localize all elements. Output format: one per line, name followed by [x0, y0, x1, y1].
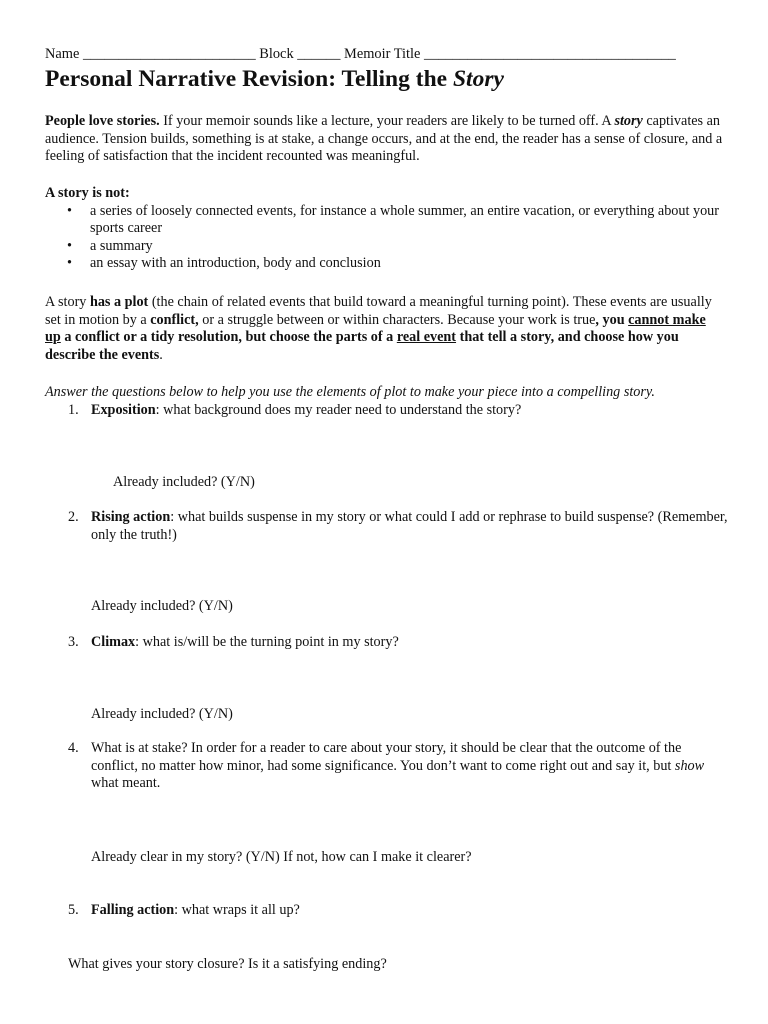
q2-followup: Already included? (Y/N) — [91, 598, 233, 614]
q4-followup: Already clear in my story? (Y/N) If not, how can I make it clearer? — [91, 849, 472, 865]
page-title: Personal Narrative Revision: Telling the Story — [45, 66, 504, 92]
worksheet-page: Name ________________________ Block ______ Memoir Title ___________________________________ Personal Narrative Revision: Telling the Story People love stories. If your memoir sounds like a lecture, your readers are likely to be turned off. A story captivates an audience. Tension builds, something is at stake, a change occurs, and at the end, the reader has a sense of closure, and a feeling of satisfaction that the incident recounted was meaningful. A story is not: • a series of loosely connected events, for instance a whole summer, an entire vacation, or everything about your sports career • a summary • an essay with an introduction, body and conclusion A story has a plot (the chain of related events that build toward a meaningful turning point). These events are usually set in motion by a conflict, or a struggle between or within characters. Because your work is true, you cannot make up a conflict or a tidy resolution, but choose the parts of a real event that tell a story, and choose how you describe the events. Answer the questions below to help you use the elements of plot to make your piece into a compelling story. 1. Exposition: what background does my reader need to understand the story? Already included? (Y/N) 2. Rising action: what builds suspense in my story or what could I add or rephrase to build suspense? (Remember, only the truth!) Already included? (Y/N) 3. Climax: what is/will be the turning point in my story? Already included? (Y/N) 4. What is at stake? In order for a reader to care about your story, it should be clear that the outcome of the conflict, no matter how minor, had some significance. You don’t want to come right out and say it, but show what meant. Already clear in my story? (Y/N) If not, how can I make it clearer? 5. Falling action: what wraps it all up? What gives your story closure? Is it a satisfying ending? — [0, 0, 768, 1024]
not-story-list — [45, 203, 723, 273]
list-item: • an essay with an introduction, body and conclusion — [45, 255, 723, 273]
q5-followup: What gives your story closure? Is it a satisfying ending? — [68, 956, 387, 972]
not-story-heading: A story is not: — [45, 185, 130, 201]
q3-followup: Already included? (Y/N) — [91, 706, 233, 722]
story-word: story — [614, 113, 643, 129]
header-line — [45, 46, 735, 64]
title-italic: Story — [452, 66, 504, 92]
list-item: • a series of loosely connected events, for instance a whole summer, an entire vacation, or everything about your sports career — [45, 203, 723, 238]
list-item: • a summary — [45, 238, 723, 256]
q1-followup: Already included? (Y/N) — [113, 474, 255, 490]
intro-paragraph: People love stories. If your memoir sounds like a lecture, your readers are likely to be turned off. A story captivates an audience. Tension builds, something is at stake, a change occurs, and at the end, the reader has a sense of closure, and a feeling of satisfaction that the incident recounted was meaningful. — [45, 113, 723, 164]
intro-lead: People love stories. — [45, 113, 160, 129]
instructions: Answer the questions below to help you use the elements of plot to make your piece into a compelling story. — [45, 384, 655, 400]
block-field[interactable]: Block ______ — [259, 46, 341, 62]
not-story-section — [45, 185, 723, 273]
name-field[interactable]: Name ________________________ — [45, 46, 256, 62]
memoir-title-field[interactable]: Memoir Title ___________________________________ — [344, 46, 676, 62]
plot-paragraph: A story has a plot (the chain of related events that build toward a meaningful turning point). These events are usually set in motion by a conflict, or a struggle between or within characters. Because your work is true, you cannot make up a conflict or a tidy resolution, but choose the parts of a real event that tell a story, and choose how you describe the events. — [45, 294, 712, 363]
